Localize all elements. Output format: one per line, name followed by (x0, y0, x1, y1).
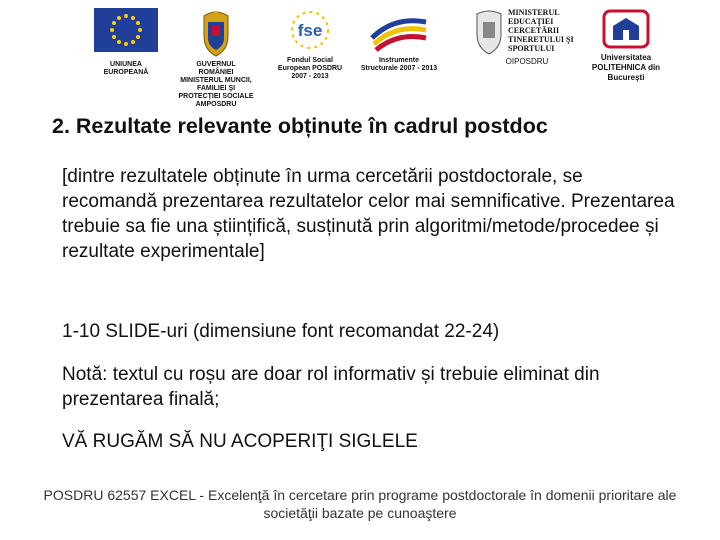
fse-icon (280, 8, 340, 54)
description-paragraph: [dintre rezultatele obținute în urma cercetării postdoctorale, se recomandă prezentarea rezultatelor celor mai semnificative. Prezentarea trebuie sa fie una științifică, susținută prin algoritmi/metode/procedee și rezultate experimentale] (62, 166, 675, 262)
politehnica-logo (588, 8, 664, 83)
structural-instruments-caption: Instrumente Structurale 2007 - 2013 (360, 57, 438, 72)
svg-text:fse: fse (297, 21, 323, 40)
structural-instruments-icon (366, 8, 432, 54)
logo-warning: VĂ RUGĂM SĂ NU ACOPERIŢI SIGLELE (62, 431, 418, 452)
eu-logo (90, 8, 162, 77)
ministry-caption: OIPOSDRU (505, 57, 549, 66)
informative-note: Notă: textul cu roșu are doar rol informativ și trebuie eliminat din prezentarea finală; (62, 364, 600, 410)
romanian-crest-icon (199, 8, 233, 58)
government-logo (178, 8, 254, 109)
ministry-caption-title: MINISTERUL EDUCAŢIEI CERCETĂRII TINERETULUI ŞI SPORTULUI (508, 8, 574, 53)
fse-logo (270, 8, 350, 81)
logo-strip (80, 8, 660, 108)
ministry-crest-icon (474, 8, 504, 56)
eu-flag-icon (94, 8, 158, 52)
slide-title: 2. Rezultate relevante obținute în cadrul postdoc (52, 114, 548, 138)
structural-instruments-logo (360, 8, 438, 73)
politehnica-caption: Universitatea POLITEHNICA din Bucureşti (591, 53, 661, 82)
ministry-logo (474, 8, 580, 66)
fse-caption: Fondul Social European POSDRU 2007 - 2013 (277, 57, 343, 80)
slide-count-note: 1-10 SLIDE-uri (dimensiune font recomandat 22-24) (62, 321, 500, 342)
footer-text: POSDRU 62557 EXCEL - Excelenţă în cercetare prin programe postdoctorale în domenii prioritare ale societăţii bazate pe cunoaştere (43, 487, 677, 521)
politehnica-icon (601, 8, 651, 50)
government-caption: GUVERNUL ROMÂNIEI MINISTERUL MUNCII, FAMILIEI ŞI PROTECŢIEI SOCIALE AMPOSDRU (178, 61, 254, 108)
eu-caption: UNIUNEA EUROPEANĂ (103, 61, 149, 76)
